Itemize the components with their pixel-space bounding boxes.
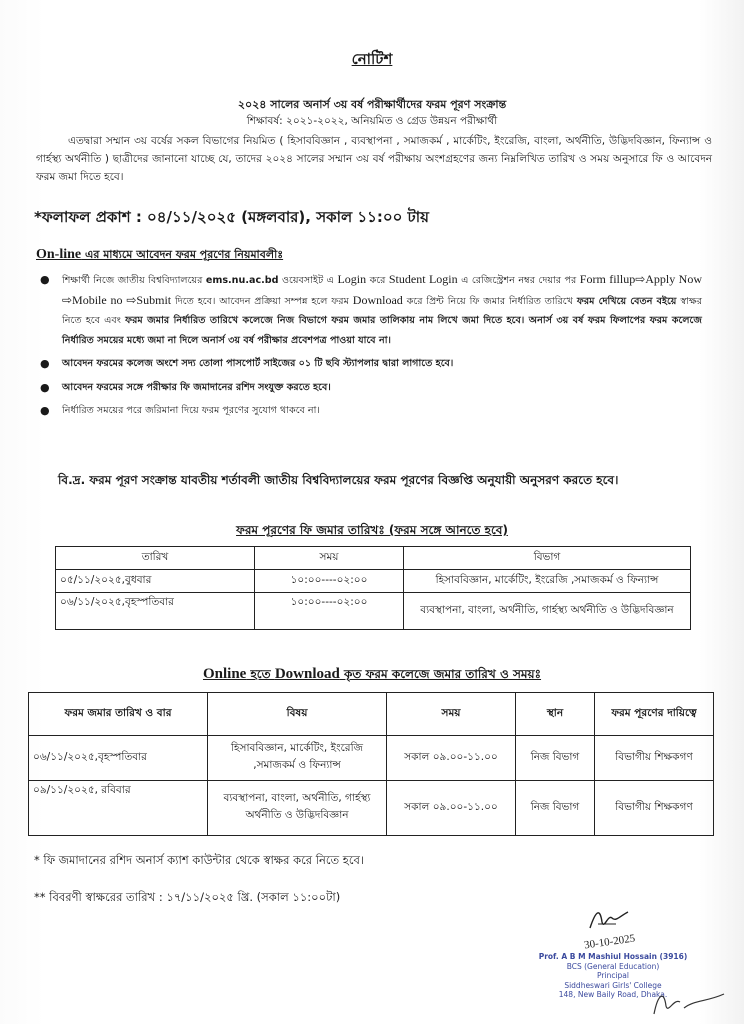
rule-text: Student Login <box>388 272 458 286</box>
rule-text: আবেদন ফরমের সঙ্গে পরীক্ষার ফি জমাদানের রশিদ সংযুক্ত করতে হবে। <box>62 381 331 393</box>
caption-text: Online <box>202 666 247 682</box>
signature-date: 30-10-2025 <box>583 932 636 952</box>
table-row <box>29 781 714 836</box>
academic-session: শিক্ষাবর্ষ: ২০২১-২০২২, অনিয়মিত ও গ্রেড উন্নয়ন পরীক্ষার্থী <box>246 115 498 127</box>
column-header: সময় <box>255 547 404 570</box>
column-header: ফরম পূরণের দায়িত্বে <box>595 693 714 736</box>
table-row <box>56 570 691 593</box>
column-header: স্থান <box>516 693 595 736</box>
rule-text: স্বাক্ষর নিতে হবে এবং <box>62 295 703 326</box>
stamp-college: Siddheswari Girls' College <box>564 980 662 990</box>
caption-text: হতে <box>246 667 275 681</box>
table-cell: ১০:০০----০২:০০ <box>255 570 404 593</box>
table-cell: ০৬/১১/২০২৫,বৃহস্পতিবার <box>56 593 255 630</box>
form-steps-text: Form fillup⇨Apply Now ⇨Mobile no ⇨Submit <box>62 272 702 307</box>
table-cell: হিসাববিজ্ঞান, মার্কেটিং, ইংরেজি ,সমাজকর্ম ও ফিন্যান্স <box>208 736 387 781</box>
rule-item <box>40 378 702 398</box>
table-header-row <box>29 693 714 736</box>
rule-text: শিক্ষার্থী নিজে জাতীয় বিশ্ববিদ্যালয়ের <box>62 275 206 286</box>
table-cell: বিভাগীয় শিক্ষকগণ <box>595 781 714 836</box>
bullet-icon: ● <box>40 357 50 370</box>
table-row <box>56 593 691 630</box>
bullet-icon: ● <box>40 404 50 417</box>
result-announcement: *ফলাফল প্রকাশ : ০৪/১১/২০২৫ (মঙ্গলবার), সকাল ১১:০০ টায় <box>34 208 429 226</box>
column-header: বিভাগ <box>404 547 691 570</box>
bullet-icon: ● <box>40 273 50 286</box>
notice-subtitle: ২০২৪ সালের অনার্স ৩য় বর্ষ পরীক্ষার্থীদের ফরম পূরণ সংক্রান্ত <box>237 98 507 111</box>
stamp-designation: Principal <box>597 971 629 980</box>
column-header: তারিখ <box>56 547 255 570</box>
rule-emphasis: ফরম জমার নির্ধারিত তারিখে কলেজে নিজ বিভাগে ফরম জমার তালিকায় নাম লিখে <box>125 315 458 326</box>
initial-signature-image <box>650 984 730 1020</box>
rule-emphasis: জমা দিতে হবে। অনার্স ৩য় বর্ষ ফরম ফিলাপের ফরম কলেজে নির্ধারিত সময়ের মধ্যে জমা না দিলে অনার্স ৩য় বর্ষ পরীক্ষার প্রবেশপত্র পাওয়া যাবে না। <box>62 315 702 346</box>
table-row <box>29 736 714 781</box>
website-link-text: ems.nu.ac.bd <box>205 275 279 286</box>
table-cell: বিভাগীয় শিক্ষকগণ <box>595 736 714 781</box>
table-header-row <box>56 547 691 570</box>
rule-item <box>40 401 702 421</box>
notice-title: নোটিশ <box>351 50 393 68</box>
column-header: সময় <box>387 693 516 736</box>
fee-table <box>55 546 691 630</box>
rule-text: Login <box>337 272 367 286</box>
rule-item <box>40 354 702 374</box>
table-cell: ব্যবস্থাপনা, বাংলা, অর্থনীতি, গার্হস্থ্য অর্থনীতি ও উদ্ভিদবিজ্ঞান <box>208 781 387 836</box>
footnote-receipt: * ফি জমাদানের রশিদ অনার্স ক্যাশ কাউন্টার থেকে স্বাক্ষর করে নিতে হবে। <box>34 853 364 867</box>
rule-text: করে প্রিন্ট নিয়ে ফি জমার নির্ধারিত তারিখে <box>402 295 577 307</box>
rule-text: ওয়েবসাইট এ <box>278 275 338 286</box>
submit-table <box>28 692 714 836</box>
rules-list <box>40 270 703 425</box>
rule-text: দিতে হবে। আবেদন প্রক্রিয়া সম্পন্ন হলে ফরম <box>171 295 353 307</box>
rule-text: করে <box>366 275 389 286</box>
online-rules-heading <box>36 246 283 265</box>
rule-text: Download <box>352 292 403 307</box>
table-cell: ০৫/১১/২০২৫,বুধবার <box>56 570 255 593</box>
table-cell: নিজ বিভাগ <box>516 781 595 836</box>
rule-emphasis: ফরম দেখিয়ে বেতন বইয়ে <box>576 295 677 307</box>
stamp-address: 148, New Baily Road, Dhaka. <box>558 990 668 999</box>
caption-text: Download <box>274 666 340 682</box>
rule-text: নির্ধারিত সময়ের পরে জরিমানা দিয়ে ফরম পূরণের সুযোগ থাকবে না। <box>62 405 320 416</box>
rule-text: আবেদন ফরমের কলেজ অংশে সদ্য তোলা পাসপোর্ট সাইজের ০১ টি ছবি স্ট্যাপলার দ্বারা লাগাতে হবে। <box>62 358 454 369</box>
online-heading-en: On-line <box>36 247 82 262</box>
special-note: বি.দ্র. ফরম পূরণ সংক্রান্ত যাবতীয় শর্তাবলী জাতীয় বিশ্ববিদ্যালয়ের ফরম পূরণের বিজ্ঞপ্তি অনুযায়ী অনুসরণ করতে হবে। <box>58 473 619 487</box>
caption-text: কৃত ফরম কলেজে জমার তারিখ ও সময়ঃ <box>339 667 542 681</box>
table-cell: হিসাববিজ্ঞান, মার্কেটিং, ইংরেজি ,সমাজকর্ম ও ফিন্যান্স <box>404 570 691 593</box>
rule-text: এ রেজিস্ট্রেশন নম্বর দেয়ার পর <box>457 275 580 286</box>
table-cell: ব্যবস্থাপনা, বাংলা, অর্থনীতি, গার্হস্থ্য অর্থনীতি ও উদ্ভিদবিজ্ঞান <box>404 593 691 630</box>
signature-image <box>586 904 632 934</box>
column-header: ফরম জমার তারিখ ও বার <box>29 693 208 736</box>
table-cell: ০৯/১১/২০২৫, রবিবার <box>29 781 208 836</box>
column-header: বিষয় <box>208 693 387 736</box>
table-cell: সকাল ০৯.০০-১১.০০ <box>387 736 516 781</box>
table-cell: ০৬/১১/২০২৫,বৃহস্পতিবার <box>29 736 208 781</box>
table-cell: সকাল ০৯.০০-১১.০০ <box>387 781 516 836</box>
bullet-icon: ● <box>40 380 50 394</box>
stamp-service: BCS (General Education) <box>566 961 660 971</box>
online-heading-bn: এর মাধ্যমে আবেদন ফরম পূরণের নিয়মাবলীঃ <box>81 248 284 261</box>
intro-paragraph: এতদ্বারা সম্মান ৩য় বর্ষের সকল বিভাগের নিয়মিত ( হিসাববিজ্ঞান , ব্যবস্থাপনা , সমাজকর্ম , মার্কেটিং, ইংরেজি, বাংলা, অর্থনীতি, উদ্ভিদবিজ্ঞান, ফিন্যান্স ও গার্হস্থ্য অর্থনীতি ) ছাত্রীদের জানানো যাচ্ছে যে, তাদের ২০২৪ সালের সম্মান ৩য় বর্ষ পরীক্ষায় অংশগ্রহণের জন্য নিম্নলিখিত তারিখ ও সময় অনুসারে ফি ও আবেদন ফরম জমা দিতে হবে। <box>36 135 712 183</box>
fee-table-caption: ফরম পূরণের ফি জমার তারিখঃ (ফরম সঙ্গে আনতে হবে) <box>236 523 508 537</box>
footnote-signing-date: ** বিবরণী স্বাক্ষরের তারিখ : ১৭/১১/২০২৫ খ্রি. (সকাল ১১:০০টা) <box>34 890 341 904</box>
table-cell: নিজ বিভাগ <box>516 736 595 781</box>
stamp-name: Prof. A B M Mashiul Hossain (3916) <box>538 952 688 961</box>
rule-item <box>40 270 703 350</box>
submit-table-caption <box>0 666 744 686</box>
table-cell: ১০:০০----০২:০০ <box>255 593 404 630</box>
